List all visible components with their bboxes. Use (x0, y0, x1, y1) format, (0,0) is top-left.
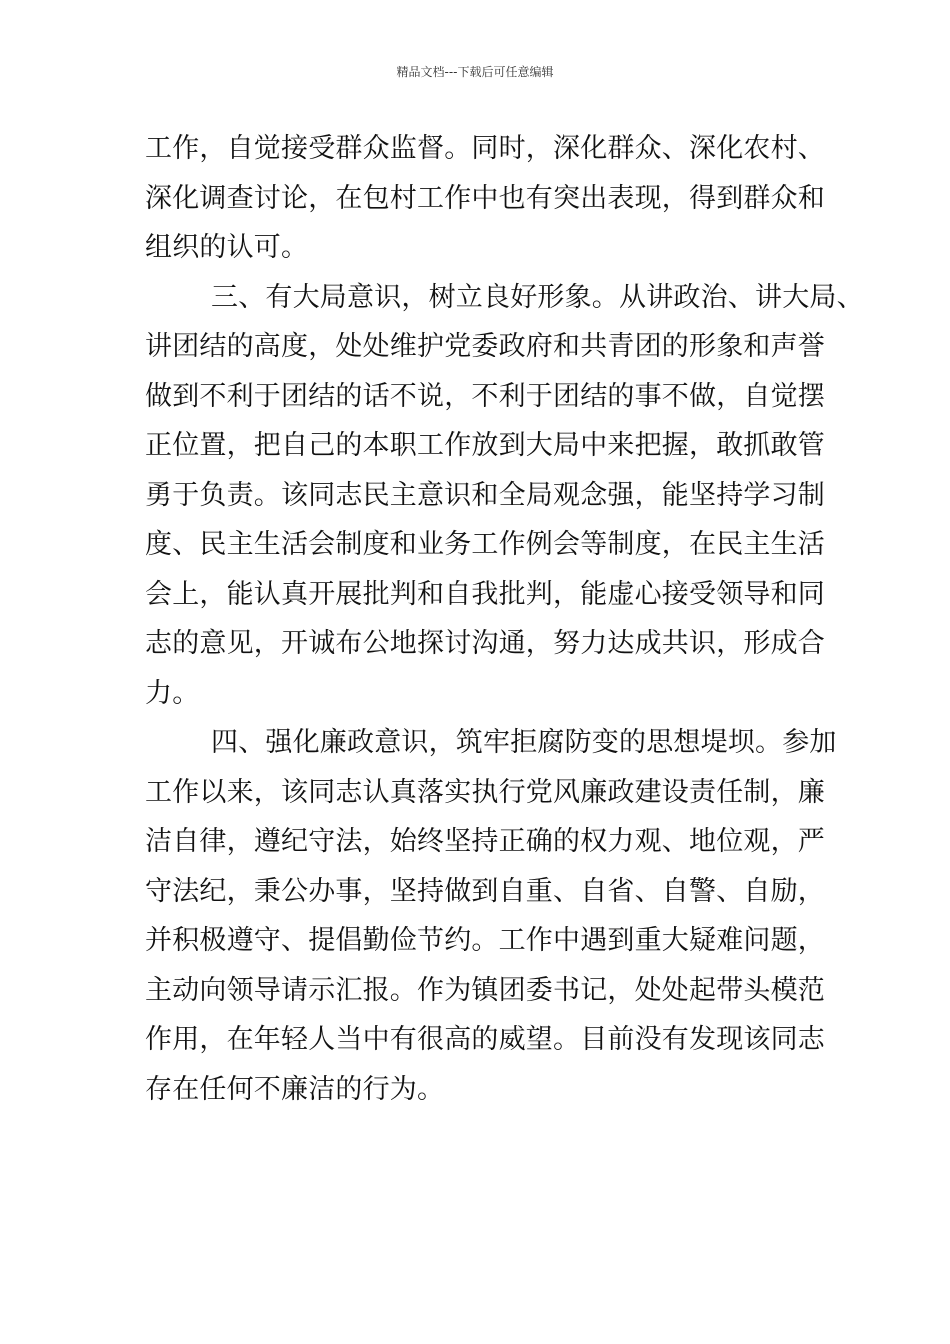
body-line: 主动向领导请示汇报。作为镇团委书记，处处起带头模范 (145, 974, 825, 1006)
body-line: 力。 (145, 677, 200, 709)
body-line: 深化调查讨论，在包村工作中也有突出表现，得到群众和 (145, 182, 825, 214)
body-line: 做到不利于团结的话不说，不利于团结的事不做，自觉摆 (145, 380, 825, 412)
body-line: 存在任何不廉洁的行为。 (145, 1073, 445, 1105)
paragraph-start-line: 四、强化廉政意识，筑牢拒腐防变的思想堤坝。参加 (211, 727, 837, 758)
body-line: 度、民主生活会制度和业务工作例会等制度，在民主生活 (145, 529, 825, 560)
body-line: 守法纪，秉公办事，坚持做到自重、自省、自警、自励， (145, 875, 825, 907)
document-body (145, 124, 864, 1114)
body-line: 正位置，把自己的本职工作放到大局中来把握，敢抓敢管 (145, 430, 825, 461)
body-line: 组织的认可。 (145, 232, 309, 263)
body-line: 并积极遵守、提倡勤俭节约。工作中遇到重大疑难问题， (145, 925, 825, 956)
body-line: 工作，自觉接受群众监督。同时，深化群众、深化农村、 (145, 133, 825, 164)
body-line: 勇于负责。该同志民主意识和全局观念强，能坚持学习制 (145, 479, 825, 511)
body-line: 洁自律，遵纪守法，始终坚持正确的权力观、地位观，严 (145, 826, 825, 857)
page-header: 精品文档---下载后可任意编辑 (396, 65, 554, 79)
body-line: 讲团结的高度，处处维护党委政府和共青团的形象和声誉 (145, 331, 825, 362)
body-line: 会上，能认真开展批判和自我批判，能虚心接受领导和同 (145, 578, 825, 610)
body-line: 作用，在年轻人当中有很高的威望。目前没有发现该同志 (145, 1024, 825, 1055)
paragraph-start-line: 三、有大局意识，树立良好形象。从讲政治、讲大局、 (211, 281, 864, 313)
body-line: 志的意见，开诚布公地探讨沟通，努力达成共识，形成合 (145, 628, 825, 659)
body-line: 工作以来，该同志认真落实执行党风廉政建设责任制，廉 (145, 776, 825, 808)
